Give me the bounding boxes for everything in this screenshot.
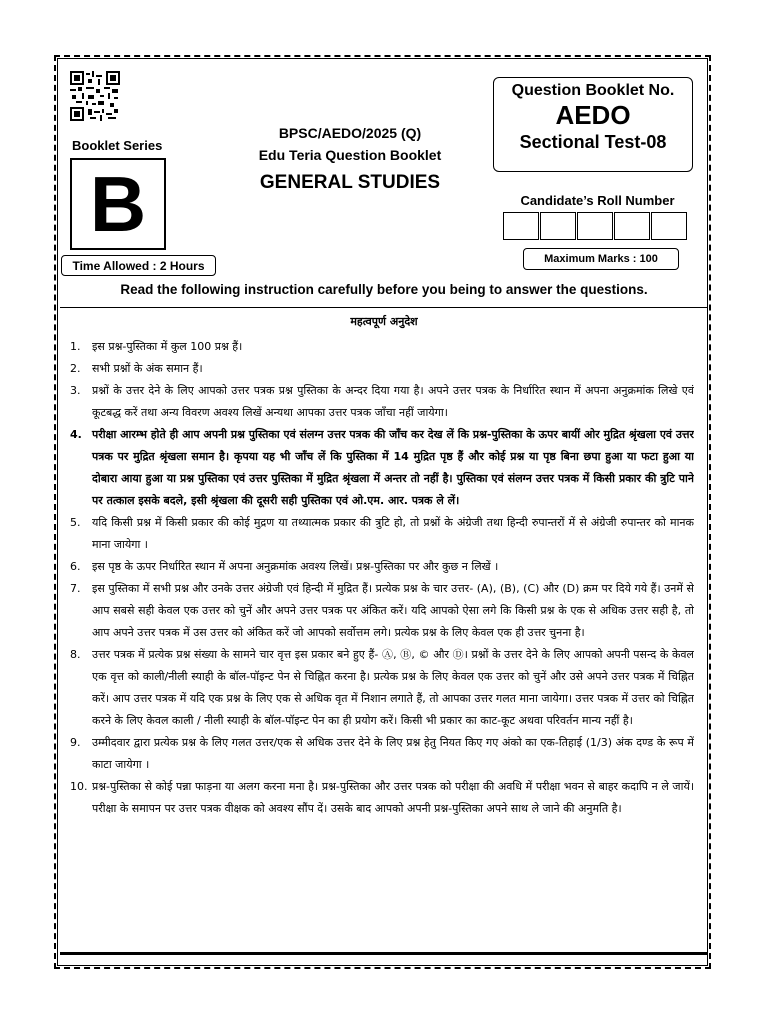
list-item [70, 732, 694, 776]
roll-digit-box[interactable] [651, 212, 687, 240]
subject-title: GENERAL STUDIES [259, 172, 441, 193]
booklet-series-letter: B [70, 158, 166, 250]
item-number: 2. [70, 362, 81, 375]
list-item [70, 380, 694, 424]
qr-code [70, 70, 120, 122]
instructions-list [70, 336, 694, 948]
roll-digit-box[interactable] [577, 212, 613, 240]
list-item [70, 336, 694, 358]
item-number: 1. [70, 340, 81, 353]
exam-name: AEDO [555, 100, 631, 130]
divider [60, 307, 708, 308]
list-item [70, 578, 694, 644]
item-text: उत्तर पत्रक में प्रत्येक प्रश्न संख्या के सामने चार वृत्त इस प्रकार बने हुए हैं- Ⓐ, Ⓑ, © और Ⓓ। प्रश्नों के उत्तर देने के लिए आपको अपनी पसन्द के केवल एक वृत्त को काली/नीली स्याही के बॉल-पॉइन्ट पेन से चिह्नित करना है। प्रत्येक प्रश्न के लिए केवल एक उत्तर को चुनें और उसे अपने उत्तर पत्रक में चिह्नित करें। आप उत्तर पत्रक में यदि एक प्रश्न के लिए एक से अधिक वृत में निशान लगाते हैं, तो आपका उत्तर गलत माना जायेगा। उत्तर पत्रक में उत्तर को चिह्नित करने के लिए केवल काली / नीली स्याही के बॉल-पॉइन्ट पेन का ही प्रयोग करें। किसी भी प्रकार का काट-कूट अथवा परिवर्तन मान्य नहीं है। [92, 648, 694, 727]
publisher-line: Edu Teria Question Booklet [258, 147, 442, 163]
list-item [70, 512, 694, 556]
item-number: 5. [70, 516, 81, 529]
time-allowed-badge: Time Allowed : 2 Hours [61, 255, 216, 276]
roll-digit-box[interactable] [503, 212, 539, 240]
instructions-heading: महत्वपूर्ण अनुदेश [350, 315, 418, 328]
item-number: 3. [70, 384, 81, 397]
item-number: 8. [70, 648, 81, 661]
item-text: सभी प्रश्नों के अंक समान हैं। [92, 362, 203, 375]
item-text: प्रश्नों के उत्तर देने के लिए आपको उत्तर पत्रक प्रश्न पुस्तिका के अन्दर दिया गया है। अपने उत्तर पत्रक के निर्धारित स्थान में अपना अनुक्रमांक लिखे एवं कूटबद्ध करें तथा अन्य विवरण अवश्य लिखें अन्यथा आपका उत्तर पत्रक जाँचा नहीं जायेगा। [92, 384, 694, 419]
read-instruction-line: Read the following instruction carefully before you being to answer the questions. [120, 282, 648, 297]
item-number: 9. [70, 736, 81, 749]
item-number: 7. [70, 582, 81, 595]
item-text: यदि किसी प्रश्न में किसी प्रकार की कोई मुद्रण या तथ्यात्मक प्रकार की त्रुटि हो, तो प्रश्नों के अंग्रेजी तथा हिन्दी रुपान्तरों में से अंग्रेजी रुपान्तर को मानक माना जायेगा । [92, 516, 694, 551]
item-text: उम्मीदवार द्वारा प्रत्येक प्रश्न के लिए गलत उत्तर/एक से अधिक उत्तर देने के लिए प्रश्न हेतु नियत किए गए अंको का एक-तिहाई (1/3) अंक दण्ड के रूप में काटा जायेगा । [92, 736, 694, 771]
list-item [70, 556, 694, 578]
test-name: Sectional Test-08 [519, 132, 667, 152]
booklet-number-box [493, 77, 693, 172]
item-text: प्रश्न-पुस्तिका से कोई पन्ना फाड़ना या अलग करना मना है। प्रश्न-पुस्तिका और उत्तर पत्रक को परीक्षा की अवधि में परीक्षा भवन से बाहर कदापि न ले जायें। परीक्षा के समापन पर उत्तर पत्रक वीक्षक को अवश्य सौंप दें। उसके बाद आपको अपनी प्रश्न-पुस्तिका अपने साथ ले जाने की अनुमति है। [92, 780, 694, 815]
item-number: 10. [70, 780, 88, 793]
item-text: इस पृष्ठ के ऊपर निर्धारित स्थान में अपना अनुक्रमांक अवश्य लिखें। प्रश्न-पुस्तिका पर और कुछ न लिखें । [92, 560, 499, 573]
item-text: इस पुस्तिका में सभी प्रश्न और उनके उत्तर अंग्रेजी एवं हिन्दी में मुद्रित हैं। प्रत्येक प्रश्न के चार उत्तर- (A), (B), (C) और (D) क्रम पर दिये गये हैं। उनमें से आप सबसे सही केवल एक उत्तर को चुनें और अपने उत्तर पत्रक पर अंकित करें। यदि आपको ऐसा लगे कि किसी प्रश्न के एक से अधिक उत्तर सही है, तो आप अपने उत्तर पत्रक में उस उत्तर को अंकित करें जो आपको सर्वोत्तम लगे। प्रत्येक प्रश्न के लिए केवल एक ही उत्तर चुनना है। [92, 582, 694, 639]
list-item [70, 358, 694, 380]
roll-number-boxes [503, 212, 688, 240]
item-text: परीक्षा आरम्भ होते ही आप अपनी प्रश्न पुस्तिका एवं संलग्न उत्तर पत्रक की जाँच कर देख लें कि प्रश्न-पुस्तिका के ऊपर बायीं ओर मुद्रित श्रृंखला एवं उत्तर पत्रक पर मुद्रित श्रृंखला समान है। कृपया यह भी जाँच लें कि पुस्तिका में 14 मुद्रित पृष्ठ हैं और कोई प्रश्न या पृष्ठ बिना छपा हुआ या फटा हुआ या दोबारा आया हुआ या प्रश्न पुस्तिका एवं उत्तर पुस्तिका में मुद्रित श्रृंखला में अन्तर तो नहीं है। पुस्तिका एवं संलग्न उत्तर पत्रक में किसी प्रकार की त्रुटि पाने पर तत्काल इसके बदले, इसी श्रृंखला की दूसरी सही पुस्तिका एवं ओ.एम. आर. पत्रक ले लें। [92, 428, 694, 507]
list-item [70, 644, 694, 732]
list-item [70, 776, 694, 820]
booklet-number-label: Question Booklet No. [511, 82, 675, 99]
booklet-series-label: Booklet Series [72, 138, 163, 153]
item-number: 6. [70, 560, 81, 573]
item-number: 4. [70, 428, 82, 441]
list-item [70, 424, 694, 512]
exam-code: BPSC/AEDO/2025 (Q) [278, 125, 422, 141]
roll-digit-box[interactable] [614, 212, 650, 240]
roll-number-label: Candidate’s Roll Number [520, 193, 675, 208]
item-text: इस प्रश्न-पुस्तिका में कुल 100 प्रश्न हैं। [92, 340, 243, 353]
maximum-marks-badge: Maximum Marks : 100 [523, 248, 679, 270]
roll-digit-box[interactable] [540, 212, 576, 240]
bottom-divider [60, 952, 708, 955]
